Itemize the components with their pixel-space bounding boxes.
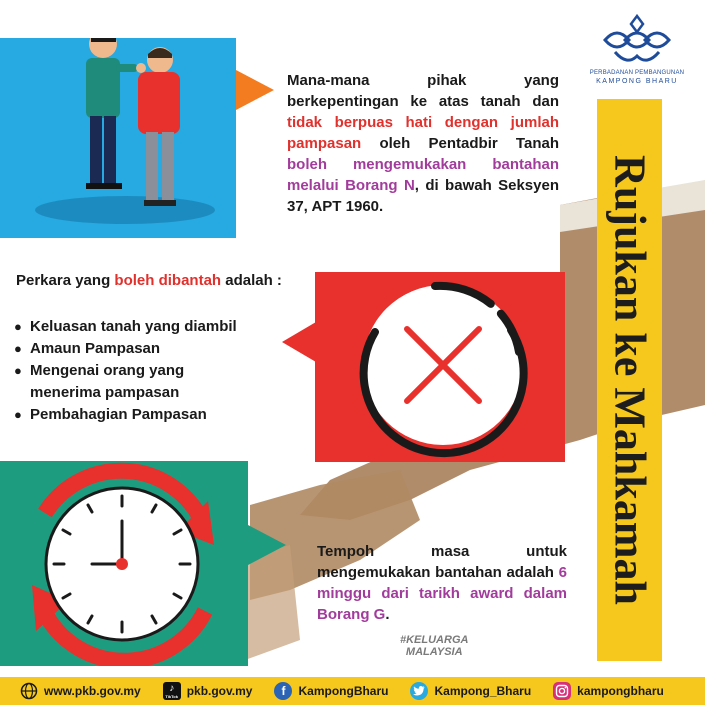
orange-pointer	[236, 70, 276, 110]
footer-facebook-link[interactable]	[274, 682, 388, 700]
section1-highlight-1: tidak berpuas hati dengan jumlah pampasan	[287, 114, 559, 152]
facebook-icon: f	[274, 682, 292, 700]
keluarga-malaysia-logo	[400, 634, 468, 658]
pkb-logo	[587, 12, 687, 92]
list-item: ● Mengenai orang yang menerima pampasan	[14, 360, 240, 404]
heading-text-post: adalah :	[221, 272, 282, 289]
instagram-icon	[553, 682, 571, 700]
objection-list	[14, 316, 240, 426]
list-item: ● Amaun Pampasan	[14, 338, 240, 360]
section3-highlight: 6 minggu dari tarikh award dalam Borang G	[317, 564, 567, 623]
section2-heading	[16, 272, 282, 289]
section1-text-2: oleh Pentadbir Tanah	[361, 135, 559, 152]
green-panel	[0, 461, 248, 666]
heading-highlight: boleh dibantah	[114, 272, 222, 289]
footer-tiktok-link[interactable]	[163, 682, 253, 700]
tiktok-icon: ♪ TikTok	[163, 682, 181, 700]
twitter-icon	[410, 682, 428, 700]
footer-website-link[interactable]	[20, 682, 141, 700]
logo-text-line2: KAMPONG BHARU	[596, 78, 678, 85]
footer-twitter-link[interactable]	[410, 682, 531, 700]
instagram-text: kampongbharu	[577, 684, 664, 698]
tiktok-text: pkb.gov.my	[186, 684, 253, 698]
section3-text-1: Tempoh masa untuk mengemukakan bantahan adalah	[317, 543, 567, 581]
red-pointer	[282, 322, 316, 362]
hashtag-line2: MALAYSIA	[405, 646, 463, 658]
logo-text-line1: PERBADANAN PEMBANGUNAN	[589, 70, 685, 76]
heading-text-pre: Perkara yang	[16, 272, 115, 289]
hashtag-line1: #KELUARGA	[400, 634, 469, 646]
facebook-text: KampongBharu	[298, 684, 389, 698]
section1-text-3: , di bawah Seksyen 37, APT 1960.	[287, 177, 559, 215]
globe-icon	[20, 682, 38, 700]
x-mark-icon	[315, 272, 565, 462]
footer-instagram-link[interactable]	[553, 682, 664, 700]
blue-panel	[0, 38, 236, 238]
list-item: ● Keluasan tanah yang diambil	[14, 316, 240, 338]
section1-highlight-2: boleh mengemukakan bantahan melalui Borang N	[287, 156, 559, 194]
pkb-logo-mark	[587, 12, 687, 70]
clock-icon	[0, 461, 248, 666]
list-item: ● Pembahagian Pampasan	[14, 404, 240, 426]
section1-text-1: Mana-mana pihak yang berkepentingan ke atas tanah dan	[287, 72, 559, 110]
title-banner	[597, 99, 662, 661]
website-text: www.pkb.gov.my	[44, 684, 141, 698]
people-illustration	[0, 38, 236, 238]
section3-paragraph	[317, 541, 567, 625]
red-panel	[315, 272, 565, 462]
green-pointer	[248, 525, 288, 565]
tiktok-badge-text: TikTok	[165, 693, 178, 699]
footer-bar	[0, 677, 705, 705]
twitter-text: Kampong_Bharu	[434, 684, 532, 698]
page-title: Rujukan ke Mahkamah	[605, 155, 654, 605]
section3-text-2: .	[385, 606, 390, 623]
section1-paragraph	[287, 70, 559, 217]
